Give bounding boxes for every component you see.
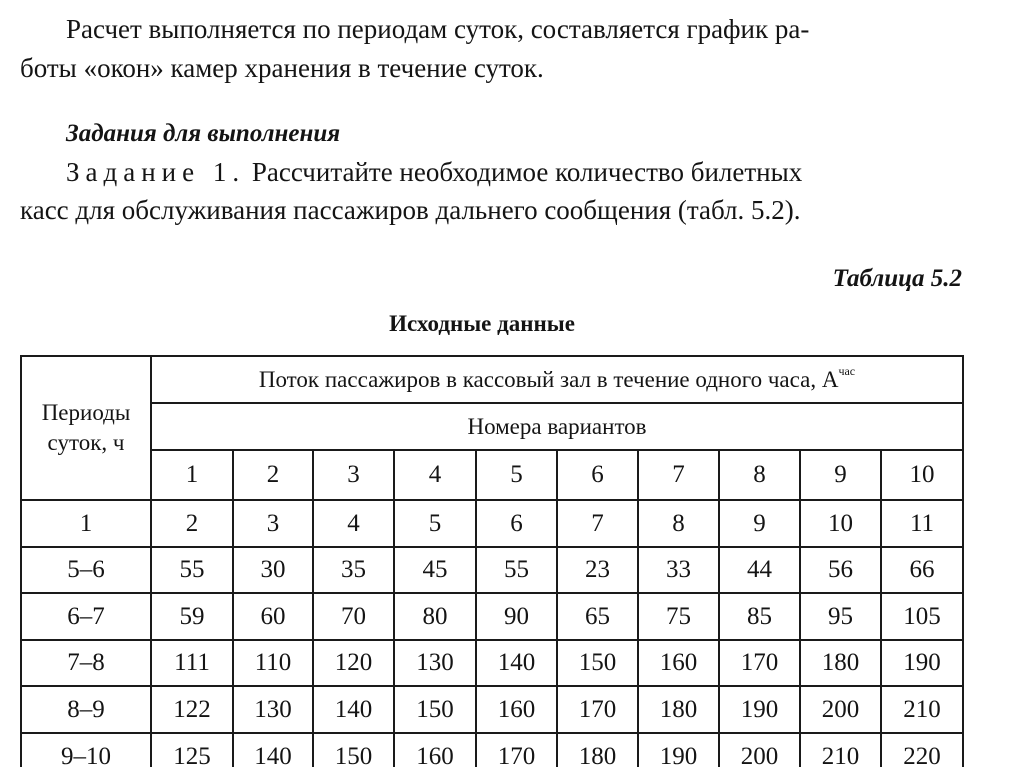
period-cell: 6–7 [21,593,151,640]
variant-number-cell: 6 [557,450,638,500]
value-cell: 3 [233,500,313,547]
flow-header-sup: час [838,363,856,378]
value-cell: 140 [313,686,394,733]
table-caption: Таблица 5.2 [832,265,962,292]
value-cell: 30 [233,547,313,593]
value-cell: 150 [557,640,638,686]
value-cell: 180 [638,686,719,733]
value-cell: 122 [151,686,233,733]
value-cell: 70 [313,593,394,640]
variant-number-cell: 9 [800,450,881,500]
data-table [20,355,964,767]
table-row [21,500,963,547]
variant-number-cell: 3 [313,450,394,500]
value-cell: 23 [557,547,638,593]
value-cell: 65 [557,593,638,640]
value-cell: 210 [881,686,963,733]
flow-header [151,356,963,403]
value-cell: 170 [557,686,638,733]
value-cell: 11 [881,500,963,547]
value-cell: 44 [719,547,800,593]
value-cell: 7 [557,500,638,547]
value-cell: 160 [476,686,557,733]
period-cell: 5–6 [21,547,151,593]
period-cell: 1 [21,500,151,547]
table-row [21,547,963,593]
paragraph-line-1: Расчет выполняется по периодам суток, составляется график ра- [66,14,810,44]
value-cell: 180 [800,640,881,686]
value-cell: 130 [233,686,313,733]
value-cell: 95 [800,593,881,640]
header-row-flow [21,356,963,403]
value-cell: 5 [394,500,476,547]
variant-number-cell: 7 [638,450,719,500]
value-cell: 80 [394,593,476,640]
task-line-1-text: Рассчитайте необходимое количество билетных [245,157,803,187]
table-title: Исходные данные [389,311,575,336]
value-cell: 33 [638,547,719,593]
value-cell: 85 [719,593,800,640]
value-cell: 170 [719,640,800,686]
value-cell: 8 [638,500,719,547]
value-cell: 2 [151,500,233,547]
value-cell: 160 [394,733,476,767]
value-cell: 10 [800,500,881,547]
value-cell: 4 [313,500,394,547]
value-cell: 60 [233,593,313,640]
variants-header: Номера вариантов [151,403,963,450]
value-cell: 140 [233,733,313,767]
task-label: Задание 1. [66,157,246,187]
value-cell: 140 [476,640,557,686]
period-cell: 9–10 [21,733,151,767]
value-cell: 75 [638,593,719,640]
table-row [21,733,963,767]
value-cell: 90 [476,593,557,640]
value-cell: 170 [476,733,557,767]
value-cell: 120 [313,640,394,686]
value-cell: 130 [394,640,476,686]
value-cell: 111 [151,640,233,686]
table-row [21,640,963,686]
variant-number-cell: 1 [151,450,233,500]
value-cell: 190 [719,686,800,733]
header-row-variant-numbers [21,450,963,500]
variant-number-cell: 5 [476,450,557,500]
variant-number-cell: 8 [719,450,800,500]
value-cell: 45 [394,547,476,593]
value-cell: 110 [233,640,313,686]
task-line-2: касс для обслуживания пассажиров дальнего сообщения (табл. 5.2). [20,195,801,225]
value-cell: 200 [719,733,800,767]
value-cell: 150 [313,733,394,767]
value-cell: 125 [151,733,233,767]
table-row [21,593,963,640]
value-cell: 35 [313,547,394,593]
flow-header-text: Поток пассажиров в кассовый зал в течение одного часа, A [258,366,839,392]
value-cell: 55 [151,547,233,593]
value-cell: 190 [638,733,719,767]
value-cell: 55 [476,547,557,593]
value-cell: 180 [557,733,638,767]
value-cell: 9 [719,500,800,547]
value-cell: 210 [800,733,881,767]
period-cell: 8–9 [21,686,151,733]
task-line-1 [66,155,802,189]
value-cell: 190 [881,640,963,686]
variant-number-cell: 10 [881,450,963,500]
variant-number-cell: 2 [233,450,313,500]
value-cell: 59 [151,593,233,640]
value-cell: 105 [881,593,963,640]
variant-number-cell: 4 [394,450,476,500]
period-column-header: Периоды суток, ч [21,356,151,500]
value-cell: 66 [881,547,963,593]
value-cell: 150 [394,686,476,733]
section-heading: Задания для выполнения [66,120,341,147]
table-row [21,686,963,733]
value-cell: 6 [476,500,557,547]
value-cell: 160 [638,640,719,686]
paragraph-line-2: боты «окон» камер хранения в течение суток. [20,53,544,83]
period-cell: 7–8 [21,640,151,686]
value-cell: 200 [800,686,881,733]
value-cell: 56 [800,547,881,593]
header-row-variants [21,403,963,450]
value-cell: 220 [881,733,963,767]
